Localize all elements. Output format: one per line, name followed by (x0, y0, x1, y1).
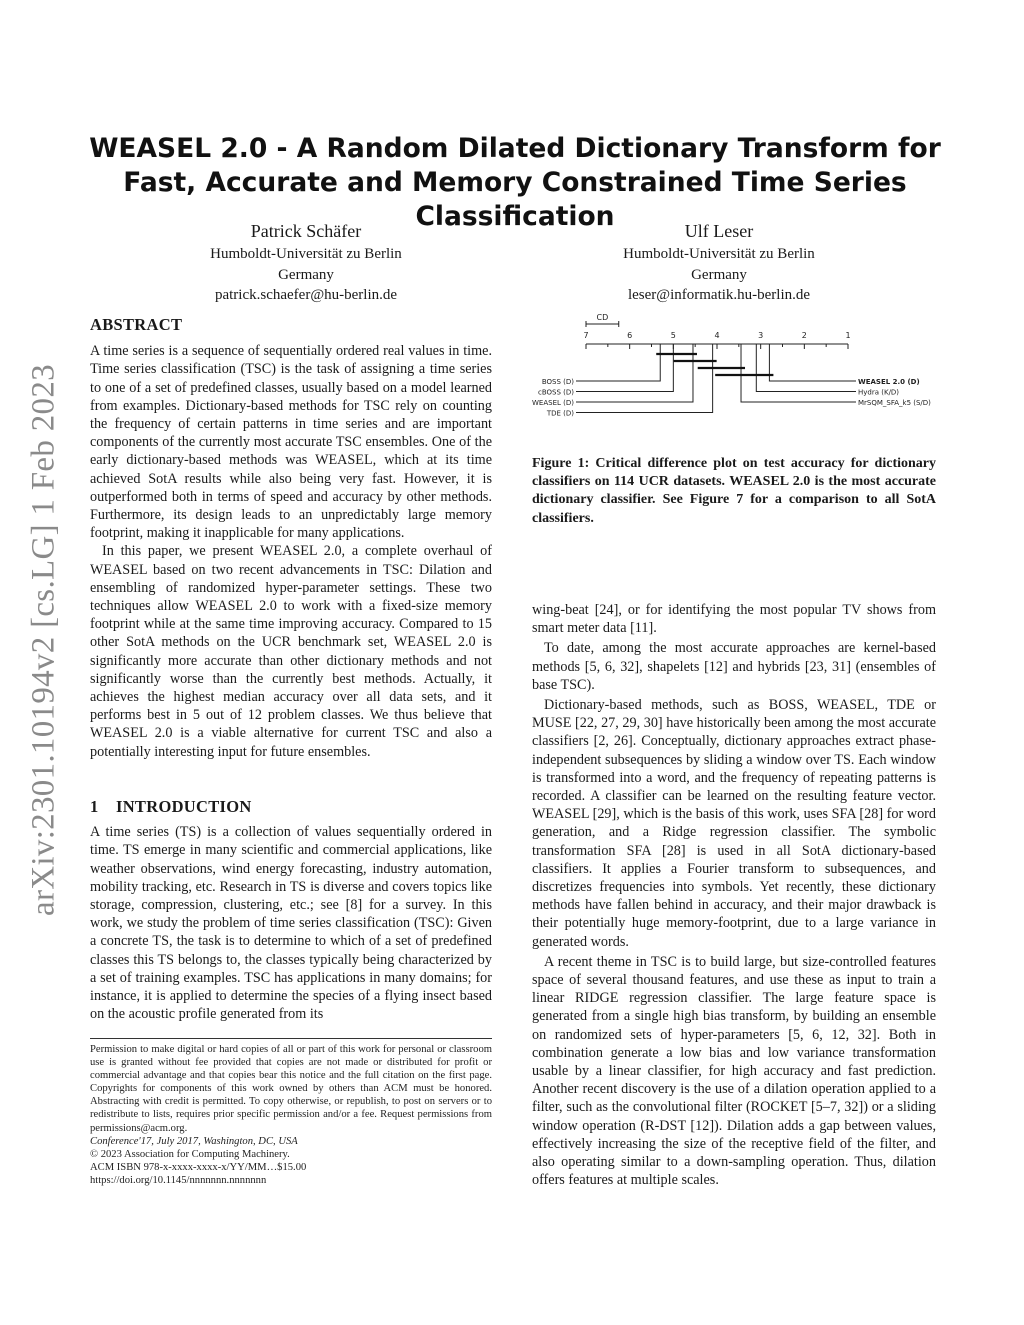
cd-label: CD (596, 313, 609, 322)
abstract-heading: ABSTRACT (90, 315, 183, 334)
critical-difference-plot (530, 310, 940, 420)
author-email[interactable]: leser@informatik.hu-berlin.de (627, 287, 811, 303)
classifier-label: Hydra (K/D) (858, 388, 900, 397)
section-number: 1 (90, 797, 99, 816)
author-email[interactable]: patrick.schaefer@hu-berlin.de (214, 287, 398, 303)
author-name: Patrick Schäfer (250, 221, 362, 241)
section-heading (90, 798, 492, 816)
copyright-footnote (90, 1038, 492, 1187)
copyright-line: © 2023 Association for Computing Machinery. (90, 1148, 290, 1160)
body-paragraph: To date, among the most accurate approaches are kernel-based methods [5, 6, 32], shapelets [12] and hybrids [23, 31] (ensembles of base TSC). (532, 640, 936, 693)
arxiv-watermark: arXiv:2301.10194v2 [cs.LG] 1 Feb 2023 (25, 364, 62, 916)
classifier-label: cBOSS (D) (537, 388, 574, 397)
classifier-line (741, 344, 856, 402)
axis-tick-label: 3 (758, 331, 764, 340)
classifier-line (756, 344, 856, 392)
classifier-label: WEASEL 2.0 (D) (858, 378, 920, 386)
author-block-2 (549, 218, 889, 306)
axis-tick-label: 5 (670, 331, 676, 340)
axis-tick-label: 1 (845, 331, 851, 340)
classifier-line (769, 344, 856, 381)
abstract-section (90, 316, 492, 761)
section-title: INTRODUCTION (116, 797, 252, 816)
body-paragraph: A time series (TS) is a collection of values sequentially ordered in time. TS emerge in many scientific and commercial applications, like weather observations, wind energy forecasting, industry automation, mobility tracking, etc. Research in TS is diverse and covers topics like storage, compression, clustering, etc.; see [8] for a survey. In this work, we study the problem of time series classification (TSC): Given a concrete TS, the task is to determine to which of a set of predefined classes this TS belongs to, the classes typically being characterized by a set of training examples. TSC has applications in many domains; for instance, it is applied to determine the species of a flying insect based on the acoustic profile generated from its (90, 824, 492, 1023)
author-affiliation: Humboldt-Universität zu Berlin (623, 246, 815, 262)
body-paragraph: Dictionary-based methods, such as BOSS, WEASEL, TDE or MUSE [22, 27, 29, 30] have historically been among the most accurate classifiers [2, 26]. Conceptually, dictionary approaches extract phase-independent subsequences by sliding a window over TS. Each window is transformed into a word, and the frequency of repeating patterns is recorded. A classifier can be learned on the resulting feature vector. WEASEL [29], which is the basis of this work, uses SFA [28] for word generation, and a Ridge regression classifier. The symbolic transformation SFA [28] is used in all SotA dictionary-based classifiers. It applies a Fourier transform to subsequences, and discretizes frequencies into symbols. Yet recently, these dictionary methods have fallen behind in accuracy, and their major drawback is their potentially huge memory-footprint, due to a large variance in generated words. (532, 697, 936, 950)
axis-tick-label: 4 (714, 331, 720, 340)
axis-tick-label: 7 (583, 331, 589, 340)
author-country: Germany (691, 266, 747, 283)
author-affiliation: Humboldt-Universität zu Berlin (210, 246, 402, 262)
axis-tick-label: 2 (801, 331, 807, 340)
author-block-1 (136, 218, 476, 306)
classifier-line (576, 344, 693, 402)
body-paragraph: A recent theme in TSC is to build large, but size-controlled features space of several thousand features, and use these as input to train a linear RIDGE regression classifier. The large feature space is generated from a single high bias transform, by building an ensemble on randomized sets of hyper-parameters [5, 6, 12, 32]. Both in combination generate a low bias and low variance transformation usable by a linear classifier, for high accuracy and fast prediction. Another recent discovery is the use of a dilation operation applied to a filter, such as the convolutional filter (ROCKET [5–7, 32]) or a sliding window operation (R-DST [12]). Dilation adds a gap between values, effectively increasing the size of the receptive field of the filter, and also operating similar to a down-sampling operation. Thus, dilation offers features at multiple scales. (532, 953, 936, 1189)
conference-venue: Conference'17, July 2017, Washington, DC, USA (90, 1135, 298, 1147)
abstract-paragraph: A time series is a sequence of sequentially ordered real values in time. Time series classification (TSC) is the task of assigning a time series to one of a set of predefined classes, usually based on a model learned from examples. Dictionary-based methods for TSC rely on counting the frequency of certain patterns in time series and are important components of the currently most accurate TSC ensembles. One of the early dictionary-based methods was WEASEL, which at its time achieved SotA results while also being very fast. However, it is outperformed both in terms of speed and accuracy by other methods. Furthermore, its design leads to an unpredictably large memory footprint, making it inapplicable for many applications. (90, 343, 492, 542)
author-country: Germany (278, 266, 334, 283)
figure-1-caption: Figure 1: Critical difference plot on test accuracy for dictionary classifiers on 114 UCR datasets. WEASEL 2.0 is the most accurate dictionary classifier. See Figure 7 for a comparison to all SotA classifiers. (532, 456, 936, 526)
introduction-section (90, 798, 492, 1023)
classifier-label: WEASEL (D) (532, 399, 574, 407)
right-column-text (532, 601, 936, 1190)
classifier-label: BOSS (D) (541, 378, 574, 386)
paper-title: WEASEL 2.0 - A Random Dilated Dictionary Transform for Fast, Accurate and Memory Constrained Time Series Classification (89, 133, 941, 232)
body-paragraph: wing-beat [24], or for identifying the most popular TV shows from smart meter data [11]. (532, 602, 936, 637)
doi-link[interactable]: https://doi.org/10.1145/nnnnnnn.nnnnnnn (90, 1174, 267, 1186)
classifier-line (576, 344, 673, 392)
classifier-line (576, 344, 660, 381)
classifier-label: MrSQM_SFA_k5 (S/D) (858, 399, 931, 407)
abstract-paragraph: In this paper, we present WEASEL 2.0, a complete overhaul of WEASEL based on two recent advancements in TSC: Dilation and ensembling of randomized hyper-parameter settings. These two techniques allow WEASEL 2.0 to work with a fixed-size memory footprint while at the same time improving accuracy. Compared to 15 other SotA methods on the UCR benchmark set, WEASEL 2.0 is significantly more accurate than other dictionary methods and not significantly worse than the currently best methods. Actually, it achieves the highest median accuracy over all data sets, and it performs best in 5 out of 12 problem classes. We thus believe that WEASEL 2.0 is a viable alternative for current TSC and also a potentially interesting input for future ensembles. (90, 543, 492, 760)
permission-notice: Permission to make digital or hard copies of all or part of this work for personal or classroom use is granted without fee provided that copies are not made or distributed for profit or commercial advantage and that copies bear this notice and the full citation on the first page. Copyrights for components of this work owned by others than ACM must be honored. Abstracting with credit is permitted. To copy otherwise, or republish, to post on servers or to redistribute to lists, requires prior specific permission and/or a fee. Request permissions from permissions@acm.org. (90, 1044, 492, 1134)
axis-tick-label: 6 (627, 331, 633, 340)
classifier-label: TDE (D) (546, 409, 574, 418)
isbn-line: ACM ISBN 978-x-xxxx-xxxx-x/YY/MM…$15.00 (90, 1161, 307, 1173)
author-name: Ulf Leser (684, 221, 754, 241)
